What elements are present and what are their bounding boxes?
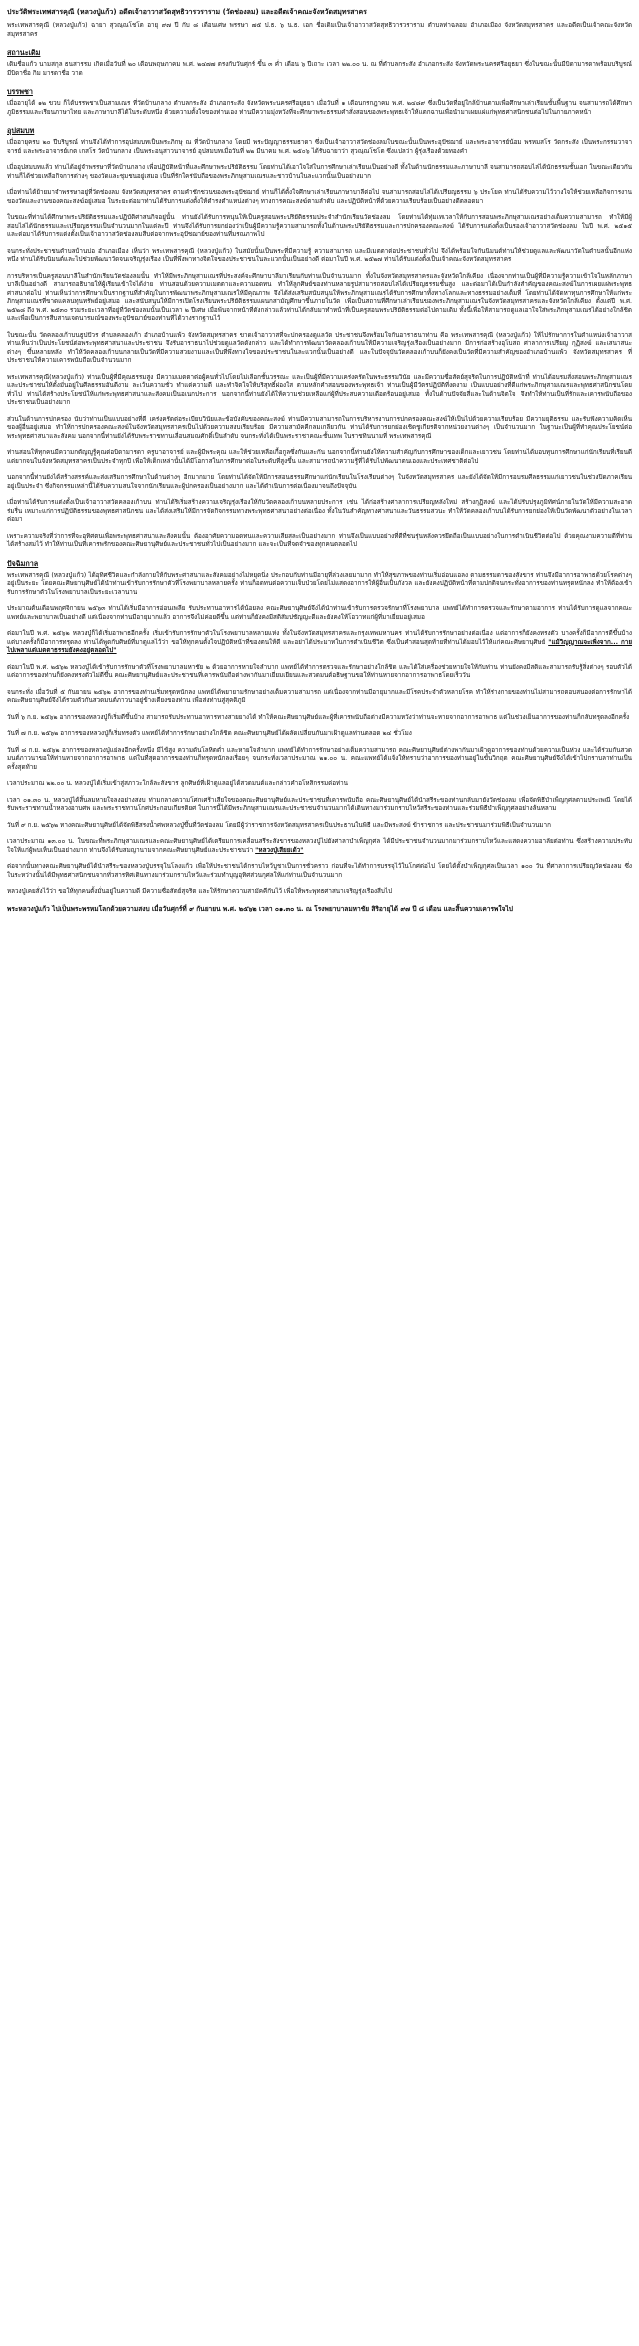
paragraph: ต่อมาในปี พ.ศ. ๒๕๖๒ หลวงปู่ได้เข้ารับการรักษาตัวที่โรงพยาบาลมหาชัย ๒ ด้วยอาการหายใจลำบาก แพทย์ได้ทำการตรวจและรักษาอย่างใกล้ชิด และได้ใส่เครื่องช่วยหายใจให้กับท่าน ท่านยังคงมีสติและสามารถรับรู้สิ่งต่างๆ รอบตัวได้ แต่อาการของท่านก็ยังคงทรงตัวไม่ดีขึ้น คณะศิษยานุศิษย์และประชาชนที่เคารพนับถือต่างพากันมาเยี่ยมเยียนและสวดมนต์อธิษฐานขอให้ท่านหายจากอาการอาพาธโดยเร็ววัน (7, 663, 632, 679)
paragraph: จนกระทั่งประชาชนตำบลบ้านบ่อ อำเภอเมือง เห็นว่า พระเทพสารคุณี (หลวงปู่แก้ว) ในสมัยนั้นเป็นพระที่มีความรู้ ความสามารถ และมีเมตตาต่อประชาชนทั่วไป จึงได้พร้อมใจกันนิมนต์ท่านให้ช่วยดูแลและพัฒนาวัดในตำบลนั้นอีกแห่งหนึ่ง ท่านได้รับนิมนต์และไปช่วยพัฒนาวัดจนเจริญรุ่งเรือง เป็นที่พึ่งพาทางจิตใจของประชาชนในละแวกนั้นเป็นอย่างดี ต่อมาในปี พ.ศ. ๒๕๒๗ ท่านได้รับแต่งตั้งเป็นเจ้าคณะจังหวัดสมุทรสาคร (7, 247, 632, 263)
paragraph: ประมาณต้นเดือนพฤศจิกายน ๒๕๖๓ ท่านได้เริ่มมีอาการอ่อนเพลีย รับประทานอาหารได้น้อยลง คณะศิษยานุศิษย์จึงได้นำท่านเข้ารับการตรวจรักษาที่โรงพยาบาล แพทย์ได้ทำการตรวจและรักษาตามอาการ ท่านได้รับการดูแลจากคณะแพทย์และพยาบาลเป็นอย่างดี แต่เนื่องจากท่านมีอายุมากแล้ว อาการจึงไม่ค่อยดีขึ้น แต่ท่านก็ยังคงมีสติสัมปชัญญะดีและยังคงให้โอวาทแก่ผู้ที่มาเยี่ยมอยู่เสมอ (7, 605, 632, 621)
section-final-period (7, 559, 632, 897)
paragraph: เมื่ออายุครบ ๒๐ ปีบริบูรณ์ ท่านจึงได้ทำการอุปสมบทเป็นพระภิกษุ ณ ที่วัดบ้านกลาง โดยมี พระปัญญาธรรมธาดา ซึ่งเป็นเจ้าอาวาสวัดช่องลมในขณะนั้นเป็นพระอุปัชฌาย์ และพระอาจารย์น้อม พรหมสโร วัดกระสัง เป็นพระกรรมวาจาจารย์ และพระอาจารย์เกต เกสโร วัดบ้านกลาง เป็นพระอนุสาวนาจารย์ อุปสมบทเมื่อวันที่ ๒๒ มีนาคม พ.ศ. ๒๕๐๖ ได้รับฉายาว่า สุวณฺณโชโต ซึ่งแปลว่า ผู้รุ่งเรืองด้วยทองคำ (7, 139, 632, 155)
paragraph: วันที่ ๖ ก.ย. ๒๕๖๒ อาการของหลวงปู่ก็เริ่มดีขึ้นบ้าง สามารถรับประทานอาหารทางสายยางได้ ทำให้คณะศิษยานุศิษย์และผู้ที่เคารพนับถือต่างมีความหวังว่าท่านจะหายจากอาการอาพาธ แต่ในช่วงเย็นอาการของท่านก็กลับทรุดลงอีกครั้ง (7, 713, 630, 721)
document-title: ประวัติพระเทพสารคุณี (หลวงปู่แก้ว) อดีตเจ้าอาวาสวัดสุทธิวารวราราม (วัดช่องลม) และอดีตเจ้าคณะจังหวัดสมุทรสาคร (7, 8, 367, 16)
paragraph: เพราะความจริงที่ว่าการที่จะอุทิศตนเพื่อพระพุทธศาสนาและสังคมนั้น ต้องอาศัยความอดทนและความเสียสละเป็นอย่างมาก ท่านจึงเป็นแบบอย่างที่ดีที่ชนรุ่นหลังควรยึดถือเป็นแบบอย่างในการดำเนินชีวิตต่อไป ด้วยคุณงามความดีที่ท่านได้สร้างสมไว้ ทำให้ท่านเป็นที่เคารพรักของคณะศิษยานุศิษย์และประชาชนทั่วไปเป็นอย่างมาก และจะเป็นที่จดจำของทุกคนตลอดไป (7, 532, 632, 548)
paragraph: ท่านสอนให้ทุกคนมีความกตัญญูรู้คุณต่อบิดามารดา ครูบาอาจารย์ และผู้มีพระคุณ และให้ช่วยเหลือเกื้อกูลซึ่งกันและกัน นอกจากนี้ท่านยังให้ความสำคัญกับการศึกษาของเด็กและเยาวชน โดยท่านได้มอบทุนการศึกษาแก่นักเรียนที่เรียนดีแต่ยากจนในจังหวัดสมุทรสาครเป็นประจำทุกปี เพื่อให้เด็กเหล่านั้นได้มีโอกาสในการศึกษาต่อในระดับที่สูงขึ้น และสามารถนำความรู้ที่ได้รับไปพัฒนาตนเองและประเทศชาติต่อไป (7, 449, 632, 465)
paragraph-text: เวลาประมาณ ๑๓.๐๐ น. ในขณะที่พระภิกษุสามเณรและคณะศิษยานุศิษย์ได้เตรียมการเคลื่อนสรีระสังขารของหลวงปู่ไปยังศาลาบำเพ็ญกุศล ได้มีประชาชนจำนวนมากมาร่วมกราบไหว้และแสดงความอาลัยต่อท่าน ซึ่งสร้างความประทับใจให้แก่ผู้พบเห็นเป็นอย่างมาก ท่านจึงได้รับสมญานามจากคณะศิษยานุศิษย์และประชาชนว่า (7, 838, 632, 854)
paragraph: เวลา ๐๑.๓๐ น. หลวงปู่ได้สิ้นลมหายใจลงอย่างสงบ ท่ามกลางความโศกเศร้าเสียใจของคณะศิษยานุศิษย์และประชาชนที่เคารพนับถือ คณะศิษยานุศิษย์ได้นำสรีระของท่านกลับมายังวัดช่องลม เพื่อจัดพิธีบำเพ็ญกุศลตามประเพณี โดยได้รับพระราชทานน้ำหลวงอาบศพ และพระราชทานโกศประกอบเกียรติยศ ในการนี้ได้มีพระภิกษุสามเณรและประชาชนจำนวนมากได้เดินทางมาร่วมกราบไหว้สรีระของท่านและร่วมพิธีบำเพ็ญกุศลอย่างล้นหลาม (7, 796, 632, 812)
paragraph: วันที่ ๘ ก.ย. ๒๕๖๒ อาการของหลวงปู่แย่ลงอีกครั้งหนึ่ง มีไข้สูง ความดันโลหิตต่ำ และหายใจลำบาก แพทย์ได้ทำการรักษาอย่างเต็มความสามารถ คณะศิษยานุศิษย์ต่างพากันมาเฝ้าดูอาการของท่านด้วยความเป็นห่วง และได้ร่วมกันสวดมนต์ภาวนาขอให้ท่านหายจากอาการอาพาธ แต่ในที่สุดอาการของท่านก็ทรุดหนักลงเรื่อยๆ จนกระทั่งเวลาประมาณ ๒๑.๐๐ น. คณะแพทย์ได้แจ้งให้ทราบว่าอาการของท่านอยู่ในขั้นวิกฤต คณะศิษยานุศิษย์จึงได้เข้าไปกราบลาท่านเป็นครั้งสุดท้าย (7, 746, 632, 771)
paragraph: เวลาประมาณ ๒๒.๐๐ น. หลวงปู่ได้เริ่มเข้าสู่สภาวะใกล้ละสังขาร ลูกศิษย์ที่เฝ้าดูแลอยู่ได้สวดมนต์และกล่าวคำอโหสิกรรมต่อท่าน (7, 780, 348, 787)
paragraph: ส่วนในด้านการปกครอง นับว่าท่านเป็นแบบอย่างที่ดี เคร่งครัดต่อระเบียบวินัยและข้อบังคับของคณะสงฆ์ ท่านมีความสามารถในการบริหารงานการปกครองคณะสงฆ์ให้เป็นไปด้วยความเรียบร้อย มีความยุติธรรม และรับฟังความคิดเห็นของผู้อื่นอยู่เสมอ ทำให้การปกครองคณะสงฆ์ในจังหวัดสมุทรสาครเป็นไปด้วยความสงบเรียบร้อย มีความสามัคคีกลมเกลียวกัน ท่านได้รับการยกย่องเชิดชูเกียรติจากหน่วยงานต่างๆ เป็นจำนวนมาก ในฐานะเป็นผู้ที่ทำคุณประโยชน์ต่อพระพุทธศาสนาและสังคม นอกจากนี้ท่านยังได้รับพระราชทานเลื่อนสมณศักดิ์เป็นลำดับ จนกระทั่งได้เป็นพระราชาคณะชั้นเทพ ในราชทินนามที่ พระเทพสารคุณี (7, 415, 632, 440)
paragraph: จนกระทั่ง เมื่อวันที่ ๕ กันยายน ๒๕๖๒ อาการของท่านเริ่มทรุดหนักลง แพทย์ได้พยายามรักษาอย่างเต็มความสามารถ แต่เนื่องจากท่านมีอายุมากและมีโรคประจำตัวหลายโรค ทำให้ร่างกายของท่านไม่สามารถตอบสนองต่อการรักษาได้ คณะศิษยานุศิษย์จึงได้รวมตัวกันสวดมนต์ภาวนาอยู่ข้างเตียงของท่าน เพื่อส่งท่านสู่สุคติภูมิ (7, 688, 632, 704)
paragraph (7, 630, 632, 656)
paragraph: เดิมชื่อแก้ว นามสกุล ธนสารรม เกิดเมื่อวันที่ ๒๐ เดือนพฤษภาคม พ.ศ. ๒๔๗๗ ตรงกับวันศุกร์ ขึ้น ๓ ค่ำ เดือน ๖ ปีเถาะ เวลา ๒๒.๐๐ น. ณ ที่ตำบลกระสัง อำเภอกระสัง จังหวัดพระนครศรีอยุธยา ซึ่งในขณะนั้นมีบิดามารดาพร้อมบริบูรณ์ มีบิดาชื่อ กิม มารดาชื่อ วาด (7, 61, 632, 77)
section-heading-origin: สถานะเดิม (7, 48, 41, 57)
paragraph: ในขณะนั้น วัดคลองเก้าบนธูปปัวร ตำบลคลองเก้า อำเภอบ้านแพ้ว จังหวัดสมุทรสาคร ขาดเจ้าอาวาสที่จะปกครองดูแลวัด ประชาชนจึงพร้อมใจกันอาราธนาท่าน คือ พระเทพสารคุณี (หลวงปู่แก้ว) ให้ไปรักษาการในตำแหน่งเจ้าอาวาส ท่านเห็นว่าเป็นประโยชน์ต่อพระพุทธศาสนาและประชาชน จึงรับอาราธนาไปช่วยดูแลวัดดังกล่าว และได้ทำการพัฒนาวัดคลองเก้าบนให้มีความเจริญรุ่งเรืองเป็นอย่างมาก มีการก่อสร้างอุโบสถ ศาลาการเปรียญ กุฏิสงฆ์ และเสนาสนะต่างๆ ขึ้นหลายหลัง ทำให้วัดคลองเก้าบนกลายเป็นวัดที่มีความสวยงามและเป็นที่พึ่งทางใจของประชาชนในละแวกนั้นเป็นอย่างดี และในปัจจุบันวัดคลองเก้าบนก็ยังคงเป็นวัดที่มีความสำคัญของอำเภอบ้านแพ้ว จังหวัดสมุทรสาคร ที่ประชาชนให้ความเคารพนับถือเป็นจำนวนมาก (7, 331, 632, 364)
emphasized-quote: "แม้วิญญาณจะเพิ่งจาก... กายไปเพลาแต่เมตตาธรรมยังคงอยู่ตลอดไป" (7, 638, 633, 654)
intro-paragraph: พระเทพสารคุณี (หลวงปู่แก้ว) ฉายา สุวณฺณโชโต อายุ ๙๗ ปี กับ ๘ เดือนเศษ พรรษา ๗๕ ป.ธ. ๖ น.ธ. เอก ชื่อเดิมเป็นเจ้าอาวาสวัดสุทธิวารวราราม ตำบลท่าฉลอม อำเภอเมือง จังหวัดสมุทรสาคร และอดีตเป็นเจ้าคณะจังหวัดสมุทรสาคร (7, 22, 632, 38)
paragraph: ในขณะที่ท่านได้ศึกษาพระปริยัติธรรมและปฏิบัติศาสนกิจอยู่นั้น ท่านยังได้รับการหนุนให้เป็นครูสอนพระปริยัติธรรมประจำสำนักเรียนวัดช่องลม โดยท่านได้ทุ่มเทเวลาให้กับการสอนพระภิกษุสามเณรอย่างเต็มความสามารถ ทำให้มีผู้สอบไล่ได้นักธรรมและเปรียญธรรมเป็นจำนวนมากในแต่ละปี ท่านจึงได้รับการยกย่องว่าเป็นผู้มีความรู้ความสามารถทั้งในด้านพระปริยัติธรรมและการปกครองคณะสงฆ์ ได้รับการแต่งตั้งเป็นรองเจ้าอาวาสวัดช่องลม ในปี พ.ศ. ๒๕๑๕ และต่อมาได้รับการแต่งตั้งเป็นเจ้าอาวาสวัดช่องลมสืบต่อจากพระอุปัชฌาย์ของท่านที่มรณภาพไป (7, 214, 632, 238)
paragraph: พระเทพสารคุณี (หลวงปู่แก้ว) ได้อุทิศชีวิตและกำลังกายให้กับพระศาสนาและสังคมอย่างไม่หยุดนิ่ง ประกอบกับท่านมีอายุที่ล่วงเลยมามาก ทำให้สุขภาพของท่านเริ่มอ่อนแอลง ตามธรรมดาของสังขาร ท่านจึงมีอาการอาพาธด้วยโรคต่างๆ อยู่เป็นระยะ โดยคณะศิษยานุศิษย์ได้นำท่านเข้ารับการรักษาตัวที่โรงพยาบาลหลายครั้ง ท่านก็อดทนต่อความเจ็บป่วยโดยไม่แสดงอาการให้ผู้อื่นเป็นกังวล และยังคงปฏิบัติหน้าที่ตามปกติจนกระทั่งอาการของท่านทรุดหนักลง ทำให้ต้องเข้ารับการรักษาตัวในโรงพยาบาลเป็นระยะเวลานาน (7, 571, 632, 596)
paragraph: เมื่ออุปสมบทแล้ว ท่านได้อยู่จำพรรษาที่วัดบ้านกลาง เพื่อปฏิบัติหน้าที่และศึกษาพระปริยัติธรรม โดยท่านได้เอาใจใส่ในการศึกษาเล่าเรียนเป็นอย่างดี ทั้งในด้านนักธรรมและภาษาบาลี จนสามารถสอบไล่ได้นักธรรมชั้นเอก ในขณะเดียวกันท่านก็ได้ช่วยเหลือกิจการต่างๆ ของวัดและชุมชนอยู่เสมอ เป็นที่รักใคร่นับถือของพระภิกษุสามเณรและชาวบ้านในละแวกนั้นเป็นอย่างมาก (7, 164, 632, 180)
section-heading-final-period: ปัจฉิมกาล (7, 558, 39, 568)
section-heading-novice-ordination: บรรพชา (7, 87, 33, 96)
section-novice-ordination (7, 87, 632, 117)
paragraph: หลวงปู่เคยสั่งไว้ว่า ขอให้ทุกคนตั้งมั่นอยู่ในความดี มีความซื่อสัตย์สุจริต และให้รักษาความสามัคคีกันไว้ เพื่อให้พระพุทธศาสนาเจริญรุ่งเรืองสืบไป (7, 888, 393, 895)
section-heading-ordination: อุปสมบท (7, 126, 35, 135)
section-origin (7, 48, 632, 78)
paragraph-text: ต่อมาในปี พ.ศ. ๒๕๖๒ หลวงปู่ก็ได้เริ่มอาพาธอีกครั้ง เริ่มเข้ารับการรักษาตัวในโรงพยาบาลหลายแห่ง ทั้งในจังหวัดสมุทรสาครและกรุงเทพมหานคร ท่านได้รับการรักษาอย่างต่อเนื่อง แต่อาการก็ยังคงทรงตัว บางครั้งก็มีอาการดีขึ้นบ้าง แต่บางครั้งก็มีอาการทรุดลง ท่านได้พูดกับศิษย์ที่มาดูแลไว้ว่า ขอให้ทุกคนตั้งใจปฏิบัติหน้าที่ของตนให้ดี และอย่าได้ประมาทในการดำเนินชีวิต ซึ่งเป็นคำสอนสุดท้ายที่ท่านได้มอบไว้ให้แก่คณะศิษยานุศิษย์ (7, 630, 632, 646)
paragraph: เมื่อท่านได้ย้ายมาจำพรรษาอยู่ที่วัดช่องลม จังหวัดสมุทรสาคร ตามคำชักชวนของพระอุปัชฌาย์ ท่านก็ได้ตั้งใจศึกษาเล่าเรียนภาษาบาลีต่อไป จนสามารถสอบไล่ได้เปรียญธรรม ๖ ประโยค ท่านได้รับความไว้วางใจให้ช่วยเหลือกิจการงานของวัดและงานของคณะสงฆ์อยู่เสมอ ในระยะต่อมาท่านได้รับการแต่งตั้งให้ดำรงตำแหน่งต่างๆ ทางการคณะสงฆ์ตามลำดับ และปฏิบัติหน้าที่ด้วยความเรียบร้อยเป็นอย่างดีตลอดมา (7, 189, 632, 205)
paragraph: เมื่อท่านได้รับการแต่งตั้งเป็นเจ้าอาวาสวัดคลองเก้าบน ท่านได้ริเริ่มสร้างความเจริญรุ่งเรืองให้กับวัดคลองเก้าบนหลายประการ เช่น ได้ก่อสร้างศาลาการเปรียญหลังใหม่ สร้างกุฏิสงฆ์ และได้ปรับปรุงภูมิทัศน์ภายในวัดให้มีความสะอาดร่มรื่น เหมาะแก่การปฏิบัติธรรมของพุทธศาสนิกชน และได้ส่งเสริมให้มีการจัดกิจกรรมทางพระพุทธศาสนาอย่างต่อเนื่อง ทั้งในวันสำคัญทางศาสนาและวันธรรมสวนะ ทำให้วัดคลองเก้าบนได้รับการยกย่องให้เป็นวัดพัฒนาตัวอย่างในเวลาต่อมา (7, 499, 632, 523)
paragraph: นอกจากนี้ท่านยังได้สร้างสรรค์และส่งเสริมการศึกษาในด้านต่างๆ อีกมากมาย โดยท่านได้จัดให้มีการสอนธรรมศึกษาแก่นักเรียนในโรงเรียนต่างๆ ในจังหวัดสมุทรสาคร และยังได้จัดให้มีการอบรมศีลธรรมแก่เยาวชนในช่วงปิดภาคเรียนอยู่เป็นประจำ ซึ่งกิจกรรมเหล่านี้ได้รับความสนใจจากนักเรียนและผู้ปกครองเป็นอย่างมาก และได้ดำเนินการต่อเนื่องมาจนถึงปัจจุบัน (7, 474, 632, 490)
paragraph: พระเทพสารคุณี(หลวงปู่แก้ว) ท่านเป็นผู้ที่มีคุณธรรมสูง มีความเมตตาต่อผู้คนทั่วไปโดยไม่เลือกชั้นวรรณะ และเป็นผู้ที่มีความเคร่งครัดในพระธรรมวินัย และมีความซื่อสัตย์สุจริตในการปฏิบัติหน้าที่ ท่านได้อบรมสั่งสอนพระภิกษุสามเณรและประชาชนให้ตั้งมั่นอยู่ในศีลธรรมอันดีงาม ละเว้นความชั่ว ทำแต่ความดี และทำจิตใจให้บริสุทธิ์ผ่องใส ตามหลักคำสอนของพระพุทธเจ้า ท่านเป็นผู้มีวัตรปฏิบัติที่งดงาม เป็นแบบอย่างที่ดีแก่พระภิกษุสามเณรและพุทธศาสนิกชนโดยทั่วไป ท่านได้สร้างประโยชน์ให้แก่พระพุทธศาสนาและสังคมเป็นอเนกประการ นอกจากนี้ท่านยังได้ให้ความช่วยเหลือแก่ผู้ที่ประสบความเดือดร้อนอยู่เสมอ ทั้งในด้านปัจจัยสี่และในด้านจิตใจ จึงทำให้ท่านเป็นที่รักและเคารพนับถือของประชาชนเป็นอย่างมาก (7, 373, 632, 406)
paragraph (7, 838, 632, 855)
nickname-highlight: "หลวงปู่เสียยเด้ว" (255, 846, 304, 854)
paragraph: วันที่ ๙ ก.ย. ๒๕๖๒ ทางคณะศิษยานุศิษย์ได้จัดพิธีสรงน้ำศพหลวงปู่ขึ้นที่วัดช่องลม โดยมีผู้ว่าราชการจังหวัดสมุทรสาครเป็นประธานในพิธี และมีพระสงฆ์ ข้าราชการ และประชาชนมาร่วมพิธีเป็นจำนวนมาก (7, 821, 551, 829)
closing-statement: พระหลวงปู่แก้ว ไปเป็นพระพรหมโลกด้วยความสงบ เมื่อวันศุกร์ที่ ๙ กันยายน พ.ศ. ๒๕๖๒ เวลา ๐๑.๓๐ น. ณ โรงพยาบาลมหาชัย สิริอายุได้ ๙๗ ปี ๘ เดือน และสิ้นความเคารพใจไป (7, 904, 513, 913)
section-ordination (7, 126, 632, 550)
paragraph: การบริหารเป็นครูสอนบาลีในสำนักเรียนวัดช่องลมนั้น ทำให้มีพระภิกษุสามเณรที่ประสงค์จะศึกษาบาลีมาเรียนกับท่านเป็นจำนวนมาก ทั้งในจังหวัดสมุทรสาครและจังหวัดใกล้เคียง เนื่องจากท่านเป็นผู้ที่มีความรู้ความเข้าใจในหลักภาษาบาลีเป็นอย่างดี สามารถอธิบายให้ผู้เรียนเข้าใจได้ง่าย ท่านสอนด้วยความเมตตาและความอดทน ทำให้ลูกศิษย์ของท่านหลายรูปสามารถสอบไล่ได้เปรียญธรรมชั้นสูง และต่อมาได้เป็นกำลังสำคัญของคณะสงฆ์ในการเผยแผ่พระพุทธศาสนาต่อไป ท่านเห็นว่าการศึกษาเป็นรากฐานที่สำคัญในการพัฒนาพระภิกษุสามเณรให้มีคุณภาพ จึงได้ส่งเสริมสนับสนุนให้พระภิกษุสามเณรได้รับการศึกษาทั้งทางโลกและทางธรรมอย่างเต็มที่ โดยท่านได้จัดหาทุนการศึกษาให้แก่พระภิกษุสามเณรที่ขาดแคลนทุนทรัพย์อยู่เสมอ และสนับสนุนให้มีการเปิดโรงเรียนพระปริยัติธรรมแผนกสามัญศึกษาขึ้นภายในวัด เพื่อเป็นสถานที่ศึกษาเล่าเรียนของพระภิกษุสามเณรในจังหวัดสมุทรสาครและจังหวัดใกล้เคียง ตั้งแต่ปี พ.ศ. ๒๕๒๘ ถึง พ.ศ. ๒๕๓๐ รวมระยะเวลาที่อยู่ที่วัดช่องลมนั้นเป็นเวลา ๒ ปีเศษ เมื่อพ้นจากหน้าที่ดังกล่าวแล้วท่านได้กลับมาทำหน้าที่เป็นครูสอนพระปริยัติธรรมต่อไปตามเดิม ทั้งนี้เพื่อให้สามารถดูแลเอาใจใส่พระภิกษุสามเณรได้อย่างใกล้ชิด และเพื่อเป็นการสืบสานเจตนารมณ์ของพระอุปัชฌาย์ของท่านที่ได้วางรากฐานไว้ (7, 272, 632, 322)
paragraph: เมื่ออายุได้ ๑๒ ขวบ ก็ได้บรรพชาเป็นสามเณร ที่วัดบ้านกลาง ตำบลกระสัง อำเภอกระสัง จังหวัดพระนครศรีอยุธยา เมื่อวันที่ ๑ เดือนกรกฎาคม พ.ศ. ๒๔๘๙ ซึ่งเป็นวัดที่อยู่ใกล้บ้านตามเพื่อศึกษาเล่าเรียนขั้นพื้นฐาน จนสามารถได้ศึกษาภูมิธรรมและเรียนภาษาไทย และภาษาบาลีได้ในระดับหนึ่ง ด้วยความตั้งใจของท่านเอง ท่านมีความมุ่งหวังที่จะศึกษาพระธรรมคำสั่งสอนของพระพุทธเจ้าให้แตกฉานเพื่อนำมาเผยแผ่แก่พุทธศาสนิกชนต่อไปในภายภาคหน้า (7, 100, 632, 116)
paragraph: วันที่ ๗ ก.ย. ๒๕๖๒ อาการของหลวงปู่ก็เริ่มทรงตัว แพทย์ได้ทำการรักษาอย่างใกล้ชิด คณะศิษยานุศิษย์ได้ผลัดเปลี่ยนกันมาเฝ้าดูแลท่านตลอด ๒๔ ชั่วโมง (7, 730, 412, 737)
paragraph: ต่อจากนั้นทางคณะศิษยานุศิษย์ได้นำสรีระของหลวงปู่บรรจุในโลงแก้ว เพื่อให้ประชาชนได้กราบไหว้บูชาเป็นการชั่วคราว ก่อนที่จะได้ทำการบรรจุไว้ในโกศต่อไป โดยได้ตั้งบำเพ็ญกุศลเป็นเวลา ๑๐๐ วัน ที่ศาลาการเปรียญวัดช่องลม ซึ่งในระหว่างนั้นได้มีพุทธศาสนิกชนจากทั่วสารทิศเดินทางมาร่วมกราบไหว้และร่วมทำบุญอุทิศส่วนกุศลให้แก่ท่านเป็นจำนวนมาก (7, 863, 632, 879)
